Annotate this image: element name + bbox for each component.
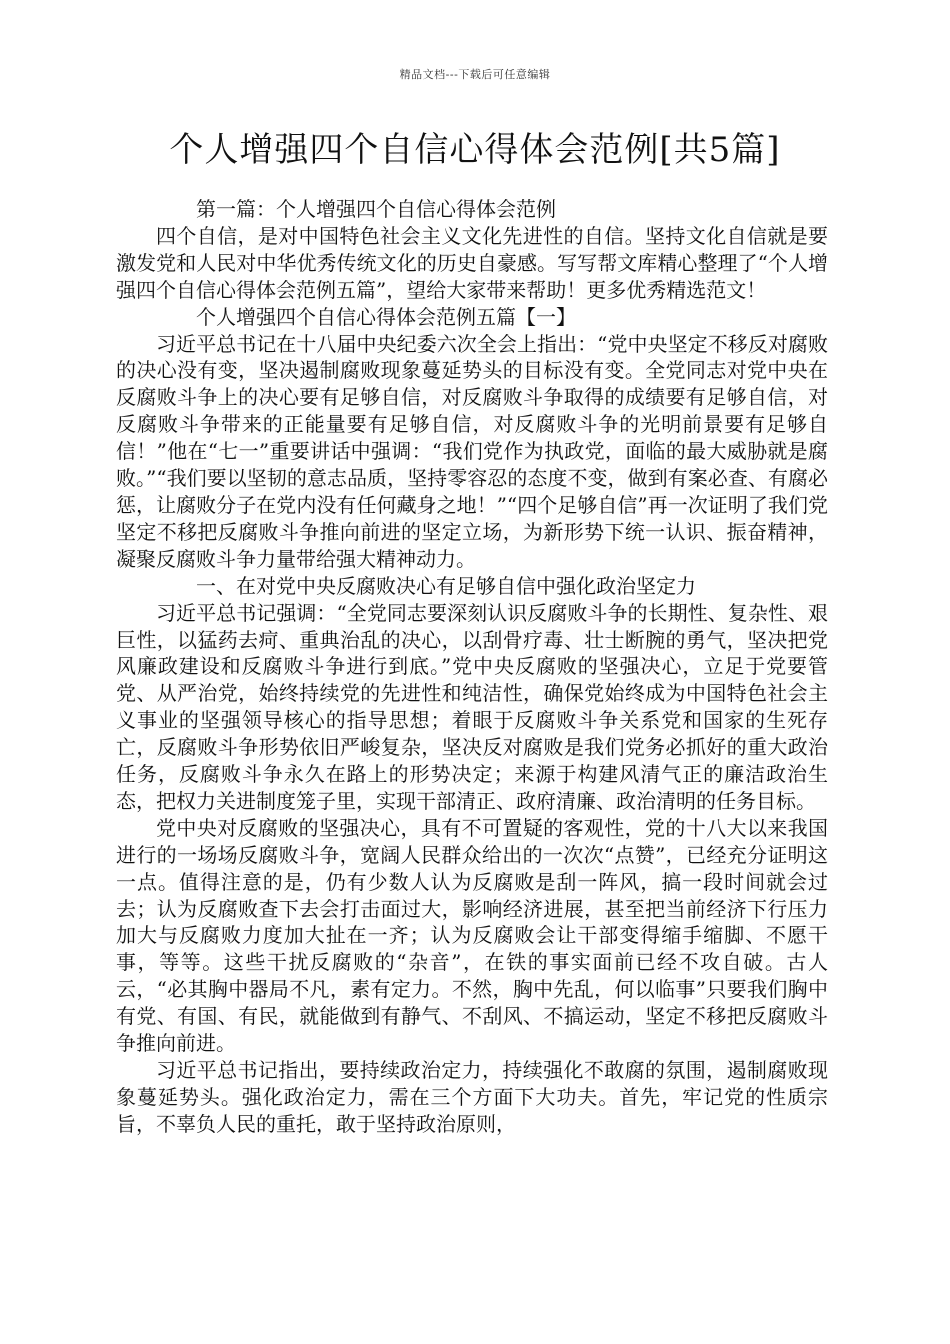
paragraph-1: 习近平总书记在十八届中央纪委六次全会上指出：“党中央坚定不移反对腐败的决心没有变，坚决遏制腐败现象蔓延势头的目标没有变。全党同志对党中央在反腐败斗争上的决心要有足够自信，对反腐败斗争取得的成绩要有足够自信，对反腐败斗争带来的正能量要有足够自信，对反腐败斗争的光明前景要有足够自信！”他在“七一”重要讲话中强调：“我们党作为执政党，面临的最大威胁就是腐败。”“我们要以坚韧的意志品质，坚持零容忍的态度不变，做到有案必查、有腐必惩，让腐败分子在党内没有任何藏身之地！”“四个足够自信”再一次证明了我们党坚定不移把反腐败斗争推向前进的坚定立场，为新形势下统一认识、振奋精神，凝聚反腐败斗争力量带给强大精神动力。 <box>116 331 828 571</box>
document-title: 个人增强四个自信心得体会范例[共5篇] <box>169 130 781 170</box>
section-heading-1: 第一篇：个人增强四个自信心得体会范例 <box>196 197 556 221</box>
section-heading-2: 个人增强四个自信心得体会范例五篇【一】 <box>196 304 576 329</box>
page-header-note: 精品文档---下载后可任意编辑 <box>399 68 551 81</box>
paragraph-2: 习近平总书记强调：“全党同志要深刻认识反腐败斗争的长期性、复杂性、艰巨性，以猛药去疴、重典治乱的决心，以刮骨疗毒、壮士断腕的勇气，坚决把党风廉政建设和反腐败斗争进行到底。”党中央反腐败的坚强决心，立足于党要管党、从严治党，始终持续党的先进性和纯洁性，确保党始终成为中国特色社会主义事业的坚强领导核心的指导思想；着眼于反腐败斗争关系党和国家的生死存亡，反腐败斗争形势依旧严峻复杂，坚决反对腐败是我们党务必抓好的重大政治任务，反腐败斗争永久在路上的形势决定；来源于构建风清气正的廉洁政治生态，把权力关进制度笼子里，实现干部清正、政府清廉、政治清明的任务目标。 <box>116 600 828 813</box>
paragraph-4: 习近平总书记指出，要持续政治定力，持续强化不敢腐的氛围，遏制腐败现象蔓延势头。强化政治定力，需在三个方面下大功夫。首先，牢记党的性质宗旨，不辜负人民的重托，敢于坚持政治原则， <box>116 1058 828 1136</box>
section-heading-3: 一、在对党中央反腐败决心有足够自信中强化政治坚定力 <box>196 573 696 598</box>
document-body <box>116 196 828 1138</box>
paragraph-3: 党中央对反腐败的坚强决心，具有不可置疑的客观性，党的十八大以来我国进行的一场场反腐败斗争，宽阔人民群众给出的一次次“点赞”，已经充分证明这一点。值得注意的是，仍有少数人认为反腐败是刮一阵风，搞一段时间就会过去；认为反腐败查下去会打击面过大，影响经济进展，甚至把当前经济下行压力加大与反腐败力度加大扯在一齐；认为反腐败会让干部变得缩手缩脚、不愿干事，等等。这些干扰反腐败的“杂音”，在铁的事实面前已经不攻自破。古人云，“必其胸中器局不凡，素有定力。不然，胸中先乱，何以临事”只要我们胸中有党、有国、有民，就能做到有静气、不刮风、不搞运动，坚定不移把反腐败斗争推向前进。 <box>116 815 828 1056</box>
paragraph-intro: 四个自信，是对中国特色社会主义文化先进性的自信。坚持文化自信就是要激发党和人民对中华优秀传统文化的历史自豪感。写写帮文库精心整理了“个人增强四个自信心得体会范例五篇”，望给大家带来帮助！更多优秀精选范文！ <box>116 223 828 302</box>
